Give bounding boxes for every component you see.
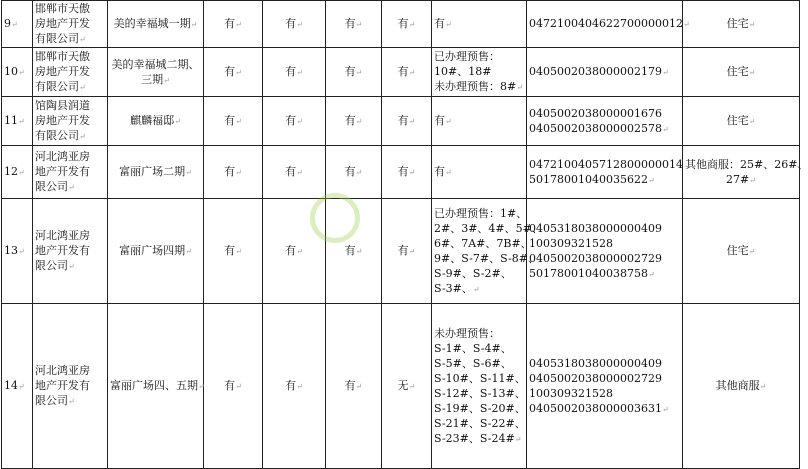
status-cell-4	[382, 304, 432, 469]
return-mark-icon: ↵	[682, 20, 690, 29]
table-row	[2, 97, 800, 146]
status-cell-2	[263, 304, 326, 469]
return-mark-icon: ↵	[408, 247, 416, 256]
cell-line: 住宅↵	[726, 65, 756, 78]
return-mark-icon: ↵	[759, 382, 767, 391]
cell-line: 富丽广场四、五期↵	[110, 379, 205, 392]
return-mark-icon: ↵	[190, 20, 198, 29]
cell-line: 限公司↵	[35, 259, 75, 272]
usage-cell	[683, 199, 800, 304]
cell-line: 有限公司↵	[35, 32, 86, 45]
cell-line: 河北鸿亚房	[35, 150, 90, 163]
return-mark-icon: ↵	[355, 168, 363, 177]
return-mark-icon: ↵	[296, 382, 303, 391]
cell-line: 住宅↵	[726, 17, 756, 30]
cell-line: 有↵	[224, 65, 242, 78]
cell-line: 邯郸市天傲	[35, 50, 90, 63]
cell-line: 有↵	[434, 17, 452, 30]
status-cell-2	[263, 1, 326, 48]
cell-line: 美的幸福城一期↵	[113, 17, 198, 30]
return-mark-icon: ↵	[18, 382, 25, 391]
cell-line: 有↵	[344, 244, 363, 257]
cell-line: 0405002038000002578↵	[529, 121, 669, 135]
cell-line: 房地产开发	[35, 114, 90, 127]
cell-line: 地产开发有	[35, 244, 90, 257]
cell-line: 地产开发有	[35, 379, 90, 392]
permit-cell	[527, 48, 683, 97]
table-row	[2, 146, 800, 199]
cell-line: 有↵	[344, 379, 363, 392]
return-mark-icon: ↵	[235, 168, 242, 177]
permit-cell	[527, 146, 683, 199]
return-mark-icon: ↵	[296, 247, 303, 256]
company-cell	[33, 146, 108, 199]
cell-line: S-23#、S-24#↵	[434, 431, 522, 445]
cell-line: 无↵	[397, 379, 416, 392]
cell-line: 50178001040038758↵	[529, 266, 655, 280]
company-cell	[33, 97, 108, 146]
cell-line: 有↵	[397, 114, 416, 127]
cell-line: 美的幸福城二期、	[111, 57, 200, 71]
return-mark-icon: ↵	[748, 20, 756, 29]
cell-line: S-9#、S-2#、	[434, 266, 512, 280]
cell-line: 房地产开发	[35, 65, 90, 78]
cell-line: 未办理预售：8#↵	[434, 80, 523, 93]
status-cell-4	[382, 146, 432, 199]
project-cell	[108, 48, 204, 97]
return-mark-icon: ↵	[296, 117, 303, 126]
cell-line: 有↵	[224, 17, 242, 30]
cell-line: 河北鸿亚房	[35, 364, 90, 377]
table-row	[2, 199, 800, 304]
return-mark-icon: ↵	[18, 68, 25, 77]
cell-line: 0472100404622700000012↵	[529, 17, 690, 30]
cell-line: 有↵	[224, 244, 242, 257]
cell-line: 12↵	[4, 165, 25, 178]
cell-line: S-10#、S-11#、	[434, 371, 526, 385]
return-mark-icon: ↵	[163, 75, 170, 85]
return-mark-icon: ↵	[68, 397, 75, 406]
permit-cell	[527, 304, 683, 469]
cell-line: 房地产开发	[35, 17, 90, 30]
presale-cell	[432, 48, 527, 97]
cell-line: 有↵	[285, 65, 303, 78]
cell-line: S-5#、S-6#、	[434, 356, 512, 370]
return-mark-icon: ↵	[661, 404, 669, 414]
cell-line: 0405002038000001676	[529, 106, 662, 120]
cell-line: 未办理预售：	[434, 326, 500, 340]
cell-line: 有↵	[285, 379, 303, 392]
return-mark-icon: ↵	[185, 168, 192, 177]
presale-cell	[432, 1, 527, 48]
status-cell-3	[326, 97, 382, 146]
cell-line: 有↵	[434, 165, 452, 178]
presale-cell	[432, 97, 527, 146]
table-row	[2, 1, 800, 48]
company-cell	[33, 304, 108, 469]
return-mark-icon: ↵	[235, 68, 242, 77]
return-mark-icon: ↵	[185, 247, 192, 256]
cell-line: S-1#、S-4#、	[434, 341, 512, 355]
return-mark-icon: ↵	[18, 117, 25, 126]
cell-line: 河北鸿亚房	[35, 229, 90, 242]
presale-cell	[432, 146, 527, 199]
status-cell-4	[382, 48, 432, 97]
return-mark-icon: ↵	[79, 35, 86, 44]
cell-line: 0405002038000002179↵	[529, 65, 669, 78]
project-cell	[108, 304, 204, 469]
cell-line: 其他商服↵	[715, 379, 767, 392]
cell-line: 0405002038000003631↵	[529, 401, 669, 415]
cell-line: 13↵	[4, 244, 25, 257]
cell-line: S-3#、↵	[434, 281, 480, 295]
status-cell-3	[326, 304, 382, 469]
return-mark-icon: ↵	[296, 20, 303, 29]
table-body	[2, 1, 808, 469]
status-cell-3	[326, 48, 382, 97]
cell-line: 50178001040035622↵	[529, 172, 655, 186]
return-mark-icon: ↵	[18, 247, 25, 256]
status-cell-2	[263, 199, 326, 304]
row-number	[2, 1, 33, 48]
permit-cell	[527, 97, 683, 146]
cell-line: 限公司↵	[35, 180, 75, 193]
status-cell-4	[382, 1, 432, 48]
return-mark-icon: ↵	[355, 247, 363, 256]
cell-line: 有↵	[434, 114, 452, 127]
return-mark-icon: ↵	[408, 117, 416, 126]
return-mark-icon: ↵	[296, 168, 303, 177]
company-cell	[33, 1, 108, 48]
return-mark-icon: ↵	[408, 168, 416, 177]
cell-line: 有限公司↵	[35, 80, 86, 93]
status-cell-1	[204, 48, 263, 97]
status-cell-1	[204, 304, 263, 469]
presale-cell	[432, 199, 543, 304]
status-cell-1	[204, 97, 263, 146]
cell-line: 其他商服：25#、26#、	[685, 157, 808, 171]
cell-line: 有↵	[285, 114, 303, 127]
return-mark-icon: ↵	[445, 20, 452, 29]
cell-line: 有↵	[397, 244, 416, 257]
status-cell-2	[263, 97, 326, 146]
return-mark-icon: ↵	[18, 168, 25, 177]
cell-line: 10↵	[4, 65, 25, 78]
return-mark-icon: ↵	[748, 68, 756, 77]
status-cell-3	[326, 199, 382, 304]
status-cell-4	[382, 199, 432, 304]
return-mark-icon: ↵	[647, 175, 655, 185]
permit-cell	[527, 199, 683, 304]
cell-line: 地产开发有	[35, 165, 90, 178]
return-mark-icon: ↵	[296, 68, 303, 77]
cell-line: 9#、S-7#、S-8#、	[434, 251, 539, 265]
project-table	[1, 0, 808, 469]
cell-line: 14↵	[4, 379, 25, 392]
return-mark-icon: ↵	[235, 20, 242, 29]
cell-line: 0405318038000000409	[529, 356, 662, 370]
cell-line: 27#↵	[726, 172, 756, 186]
return-mark-icon: ↵	[408, 382, 416, 391]
cell-line: 10#、18#	[434, 65, 492, 78]
return-mark-icon: ↵	[68, 183, 75, 192]
cell-line: 11↵	[4, 114, 25, 127]
row-number	[2, 146, 33, 199]
return-mark-icon: ↵	[748, 247, 756, 256]
status-cell-1	[204, 1, 263, 48]
return-mark-icon: ↵	[79, 83, 86, 92]
cell-line: 6#、7A#、7B#、	[434, 236, 532, 250]
return-mark-icon: ↵	[445, 168, 452, 177]
cell-line: 已办理预售：	[434, 50, 500, 63]
cell-line: 0405318038000000409	[529, 221, 662, 235]
cell-line: 已办理预售：1#、	[434, 206, 528, 220]
status-cell-3	[326, 146, 382, 199]
cell-line: 有↵	[224, 114, 242, 127]
status-cell-2	[263, 146, 326, 199]
status-cell-2	[263, 48, 326, 97]
status-cell-3	[326, 1, 382, 48]
return-mark-icon: ↵	[355, 382, 363, 391]
row-number	[2, 48, 33, 97]
company-cell	[33, 199, 108, 304]
cell-line: 有↵	[344, 114, 363, 127]
cell-line: 限公司↵	[35, 394, 75, 407]
permit-cell	[527, 1, 690, 48]
status-cell-1	[204, 199, 263, 304]
return-mark-icon: ↵	[445, 117, 452, 126]
return-mark-icon: ↵	[355, 68, 363, 77]
cell-line: 三期↵	[141, 72, 170, 86]
table-row	[2, 48, 800, 97]
row-number	[2, 97, 33, 146]
return-mark-icon: ↵	[198, 382, 205, 391]
cell-line: 邯郸市天傲	[35, 2, 90, 15]
return-mark-icon: ↵	[748, 117, 756, 126]
table-row	[2, 304, 800, 469]
status-cell-4	[382, 97, 432, 146]
cell-line: 有限公司↵	[35, 129, 86, 142]
return-mark-icon: ↵	[235, 117, 242, 126]
cell-line: 有↵	[344, 65, 363, 78]
return-mark-icon: ↵	[355, 117, 363, 126]
cell-line: S-12#、S-13#、	[434, 386, 526, 400]
return-mark-icon: ↵	[661, 124, 669, 134]
project-cell	[108, 97, 204, 146]
cell-line: 住宅↵	[726, 244, 756, 257]
cell-line: 0472100405712800000014	[529, 157, 683, 171]
usage-cell	[683, 304, 800, 469]
cell-line: S-19#、S-20#、	[434, 401, 526, 415]
return-mark-icon: ↵	[79, 132, 86, 141]
cell-line: 富丽广场二期↵	[119, 165, 192, 178]
cell-line: 住宅↵	[726, 114, 756, 127]
return-mark-icon: ↵	[174, 117, 181, 126]
cell-line: 0405002038000002729	[529, 371, 662, 385]
return-mark-icon: ↵	[408, 20, 416, 29]
cell-line: 有↵	[224, 165, 242, 178]
cell-line: 有↵	[344, 165, 363, 178]
cell-line: 有↵	[344, 17, 363, 30]
cell-line: 100309321528	[529, 386, 613, 400]
return-mark-icon: ↵	[355, 20, 363, 29]
return-mark-icon: ↵	[516, 83, 523, 92]
presale-cell	[432, 304, 527, 469]
return-mark-icon: ↵	[235, 382, 242, 391]
project-cell	[108, 146, 204, 199]
usage-cell	[683, 97, 800, 146]
row-number	[2, 199, 33, 304]
row-number	[2, 304, 33, 469]
project-cell	[108, 1, 204, 48]
return-mark-icon: ↵	[647, 269, 655, 279]
project-cell	[108, 199, 204, 304]
return-mark-icon: ↵	[235, 247, 242, 256]
cell-line: 100309321528	[529, 236, 613, 250]
cell-line: 有↵	[397, 165, 416, 178]
usage-cell	[683, 1, 800, 48]
usage-cell	[683, 146, 808, 199]
status-cell-1	[204, 146, 263, 199]
cell-line: 有↵	[224, 379, 242, 392]
return-mark-icon: ↵	[749, 175, 756, 185]
cell-line: 有↵	[285, 165, 303, 178]
cell-line: 麒麟福邸↵	[130, 114, 181, 127]
cell-line: 0405002038000002729	[529, 251, 662, 265]
cell-line: S-21#、S-22#、	[434, 416, 526, 430]
cell-line: 9↵	[4, 17, 18, 30]
return-mark-icon: ↵	[68, 262, 75, 271]
return-mark-icon: ↵	[408, 68, 416, 77]
cell-line: 有↵	[285, 244, 303, 257]
usage-cell	[683, 48, 800, 97]
cell-line: 有↵	[397, 17, 416, 30]
return-mark-icon: ↵	[472, 284, 480, 294]
cell-line: 富丽广场四期↵	[119, 244, 192, 257]
return-mark-icon: ↵	[661, 68, 669, 77]
cell-line: 馆陶县润道	[35, 99, 90, 112]
return-mark-icon: ↵	[11, 20, 18, 29]
cell-line: 有↵	[285, 17, 303, 30]
cell-line: 有↵	[397, 65, 416, 78]
company-cell	[33, 48, 108, 97]
return-mark-icon: ↵	[514, 434, 522, 444]
cell-line: 2#、3#、4#、5#、	[434, 221, 543, 235]
